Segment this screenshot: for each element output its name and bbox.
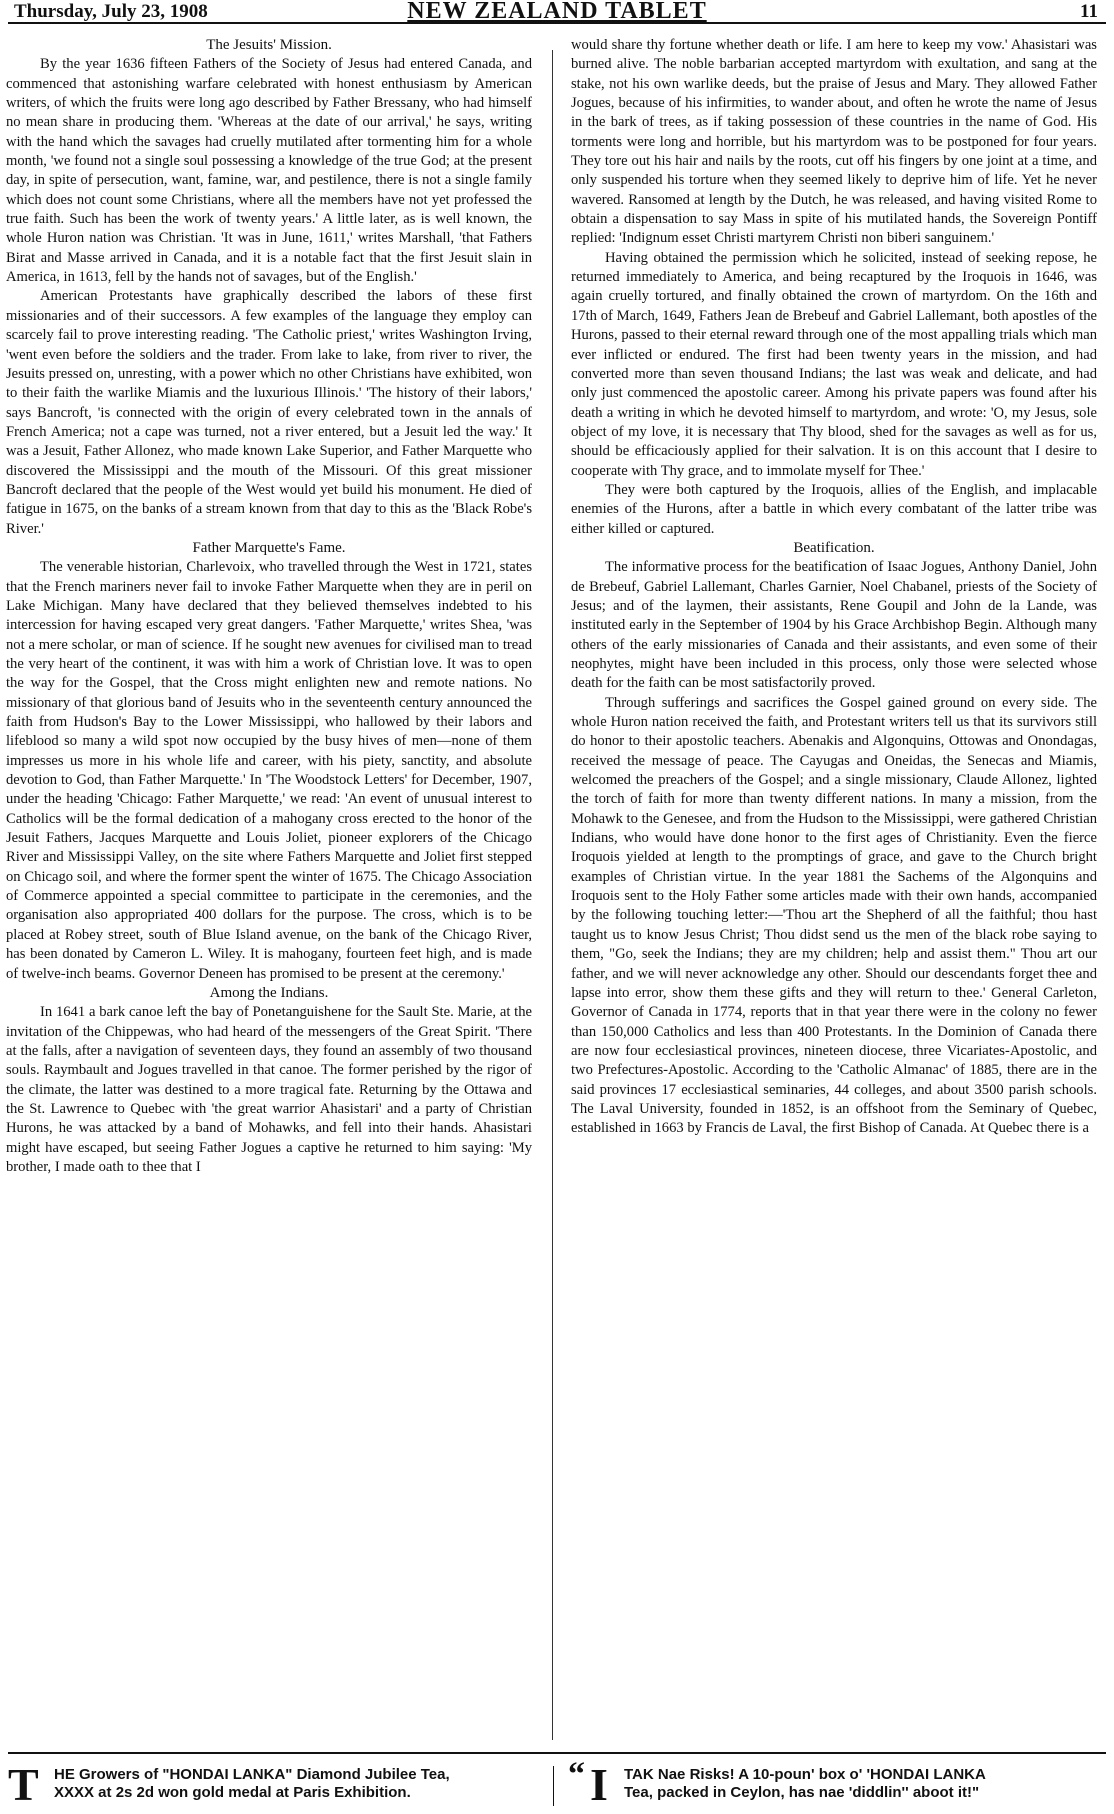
article-paragraph: The informative process for the beatification of Isaac Jogues, Anthony Daniel, John de Brebeuf, Gabriel Lallemant, Charles Garnier, Noel Chabanel, priests of the Society of Jesus; and of the laymen, their assistants, Rene Goupil and John de la Lande, was instituted early in the September of 1904 by his Grace Archbishop Begin. Although many others of the early missionaries of Canada and their assistants, and even some of their neophytes, might have been included in this process, only those were selected whose death for the faith can be most satisfactorily proved. bbox=[571, 559, 1097, 692]
advert-quote-mark: “ bbox=[568, 1756, 585, 1793]
advert-hondai-lanka-left bbox=[8, 1759, 536, 1810]
article-paragraph: By the year 1636 fifteen Fathers of the Society of Jesus had entered Canada, and commenced that astonishing warfare celebrated with honest enthusiasm by American writers, of which the fruits were long ago described by Father Bressany, who had himself no mean share in producing them. 'Whereas at the date of our arrival,' he says, writing with the hand which the savages had cruelly mutilated after tormenting him for a whole month, 'we found not a single soul possessing a knowledge of the true God; at the present day, in spite of persecution, want, famine, war, and pestilence, there is not a single family which does not count some Christians, where all the members have not yet professed the true faith. Such has been the work of twenty years.' A little later, as is well known, the whole Huron nation was Christian. 'It was in June, 1611,' writes Marshall, 'that Fathers Birat and Masse arrived in Canada, and it is a notable fact that the first Jesuit slain in America, in 1613, fell by the hands not of savages, but of the English.' bbox=[6, 56, 532, 286]
article-paragraph: In 1641 a bark canoe left the bay of Ponetanguishene for the Sault Ste. Marie, at the invitation of the Chippewas, who had heard of the messengers of the Great Spirit. 'There at the falls, after a navigation of seventeen days, they found an assembly of two thousand souls. Raymbault and Jogues travelled in that canoe. The former perished by the rigor of the climate, the latter was destined to a more tragical fate. Returning by the Ottawa and the St. Lawrence to Quebec with 'the great warrior Ahasistari' and a party of Christian Hurons, he was attacked by a band of Mohawks, and fell into their hands. Ahasistari might have escaped, but seeing Father Jogues a captive he returned to him saying: 'My brother, I made oath to thee that I bbox=[6, 1004, 532, 1175]
article-paragraph: Having obtained the permission which he solicited, instead of seeking repose, he returned immediately to America, and being recaptured by the Iroquois in 1646, was again cruelly tortured, and finally obtained the crown of martyrdom. On the 16th and 17th of March, 1649, Fathers Jean de Brebeuf and Gabriel Lallemant, both apostles of the Hurons, passed to their eternal reward through one of the most appalling trials which man ever inflicted or endured. The first had been twenty years in the mission, and had converted more than seven thousand Indians; the last was weak and delicate, and had only just commenced the apostolic career. Among his private papers was found after his death a writing in which he devoted himself to martyrdom, and wrote: 'O, my Jesus, sole object of my love, it is necessary that Thy blood, shed for the savages as well as for us, should be efficaciously applied for their salvation. It is on this account that I desire to cooperate with Thy grace, and to immolate myself for Thee.' bbox=[571, 249, 1097, 479]
section-heading: Among the Indians. bbox=[209, 984, 329, 1001]
section-heading: The Jesuits' Mission. bbox=[206, 37, 332, 53]
advert-line: Tea, packed in Ceylon, has nae 'diddlin'' aboot it!" bbox=[624, 1784, 980, 1801]
column-rule bbox=[552, 50, 553, 1740]
advert-footer bbox=[8, 1752, 1106, 1810]
right-column bbox=[571, 36, 1097, 1738]
left-column bbox=[6, 36, 532, 1738]
advert-dropcap: T bbox=[8, 1759, 39, 1810]
advert-text bbox=[54, 1766, 536, 1802]
section-heading: Beatification. bbox=[793, 539, 875, 556]
article-paragraph: Through sufferings and sacrifices the Gospel gained ground on every side. The whole Huron nation received the faith, and Protestant writers tell us that its survivors still do honor to their apostolic teachers. Abenakis and Algonquins, Ottowas and Onondagas, received the message of peace. The Cayugas and Oneidas, the Senecas and Miamis, welcomed the preachers of the Gospel; and a single missionary, Claude Allonez, lighted the torch of faith for more than twenty different nations. In many a mission, from the Mohawk to the Genesee, and from the Hudson to the Mississippi, were gathered Christian Indians, who would have done honor to the first ages of Christianity. Even the fierce Iroquois yielded at length to the promptings of grace, and gave to the Church bright examples of Christian virtue. In the year 1881 the Sachems of the Algonquins and Iroquois sent to the Holy Father some articles made with their own hands, accompanied by the following touching letter:—'Thou art the Shepherd of all the faithful; thou hast taught us to know Jesus Christ; Thou didst send us the men of the black robe saying to them, "Go, seek the Indians; they are my children; help and assist them." Thou art our father, and we will never acknowledge any other. Should our descendants forget thee and lapse into error, show them these gifts and they will return to thee.' General Carleton, Governor of Canada in 1774, reports that in that year there were in the colony no fewer than 150,000 Catholics and less than 400 Protestants. In the Dominion of Canada there are now four ecclesiastical provinces, nineteen diocese, three Vicariates-Apostolic, and two Prefectures-Apostolic. According to the 'Catholic Almanac' of 1885, there are in the said provinces 17 ecclesiastical seminaries, 44 colleges, and about 3500 parish schools. The Laval University, founded in 1852, is an offshoot from the Seminary of Quebec, established in 1663 by Francis de Laval, the first Bishop of Canada. At Quebec there is a bbox=[571, 694, 1097, 1137]
advert-dropcap: I bbox=[590, 1759, 608, 1810]
article-paragraph: The venerable historian, Charlevoix, who travelled through the West in 1721, states that the French mariners never fail to invoke Father Marquette when they are in peril on Lake Michigan. Many have declared that they believed themselves indebted to his intercession for having escaped very great dangers. 'Father Marquette,' writes Shea, 'was not a mere scholar, or man of science. If he sought new avenues for civilised man to tread the very heart of the continent, it was with him a work of Christian love. It was to open the way for the Gospel, that the Cross might enlighten new and remote nations. No missionary of that glorious band of Jesuits who in the seventeenth century announced the faith from Hudson's Bay to the Lower Mississippi, who hallowed by their labors and lifeblood so many a wild spot now occupied by the busy hives of men—none of them impresses us more in his whole life and career, with his piety, sanctity, and absolute devotion to God, than Father Marquette.' In 'The Woodstock Letters' for December, 1907, under the heading 'Chicago: Father Marquette,' we read: 'An event of unusual interest to Catholics will be the formal dedication of a mahogany cross erected to the honor of the Jesuit Fathers, Jacques Marquette and Louis Joliet, pioneer explorers of the Chicago River and Mississippi Valley, on the site where Fathers Marquette and Joliet first stepped on Chicago soil, and where the former spent the winter of 1675. The Chicago Association of Commerce appointed a special committee to participate in the ceremonies, and the organisation also appropriated 400 dollars for the purpose. The cross, which is to be placed at Robey street, south of Blue Island avenue, on the bank of the Chicago River, has been donated by Cameron L. Wiley. It is mahogany, fourteen feet high, and is made of twelve-inch beams. Governor Deneen has promised to be present at the ceremony.' bbox=[6, 559, 532, 982]
advert-line: TAK Nae Risks! A 10-poun' box o' 'HONDAI LANKA bbox=[624, 1766, 986, 1783]
advert-hondai-lanka-right bbox=[568, 1756, 1106, 1810]
page-number: 11 bbox=[1080, 1, 1098, 22]
masthead bbox=[8, 0, 1106, 24]
advert-divider bbox=[553, 1766, 554, 1806]
article-paragraph: They were both captured by the Iroquois, allies of the English, and implacable enemies of the Hurons, after a battle in which every combatant of the latter tribe was either killed or captured. bbox=[571, 481, 1097, 537]
newspaper-title: NEW ZEALAND TABLET bbox=[407, 0, 707, 24]
issue-date: Thursday, July 23, 1908 bbox=[14, 1, 208, 22]
advert-line: XXXX at 2s 2d won gold medal at Paris Exhibition. bbox=[54, 1784, 411, 1801]
article-paragraph: American Protestants have graphically described the labors of these first missionaries and of their successors. A few examples of the language they employ can scarcely fail to prove interesting reading. 'The Catholic priest,' writes Washington Irving, 'went even before the soldiers and the trader. From lake to lake, from river to river, the Jesuits pressed on, unresting, with a power which no other Christians have exhibited, won to their faith the warlike Miamis and the luxurious Illinois.' 'The history of their labors,' says Bancroft, 'is connected with the origin of every celebrated town in the annals of French America; not a cape was turned, not a river entered, but a Jesuit led the way.' It was a Jesuit, Father Allonez, who made known Lake Superior, and Father Marquette who discovered the Mississippi and the mouth of the Missouri. Of this great missioner Bancroft declared that the people of the West would yet build his monument. He died of fatigue in 1675, on the banks of a stream known from that day to this as the 'Black Robe's River.' bbox=[6, 288, 532, 537]
advert-line: HE Growers of "HONDAI LANKA" Diamond Jubilee Tea, bbox=[54, 1766, 450, 1783]
advert-text bbox=[624, 1766, 1106, 1802]
section-heading: Father Marquette's Fame. bbox=[192, 539, 346, 556]
article-paragraph-continued: would share thy fortune whether death or life. I am here to keep my vow.' Ahasistari was burned alive. The noble barbarian accepted martyrdom with exultation, and sang at the stake, not his own warlike deeds, but the praise of Jesus and Mary. They allowed Father Jogues, because of his infirmities, to wander about, and often he wrote the name of Jesus in the bark of trees, as if taking possession of these countries in the name of God. His torments were long and horrible, but his martyrdom was to be postponed for four years. They tore out his hair and nails by the roots, cut off his fingers by one joint at a time, and only suspended his torture when they seemed likely to deprive him of life. Yet he never wavered. Ransomed at length by the Dutch, he was released, and having visited Rome to obtain a dispensation to say Mass in spite of his mutilated hands, the Sovereign Pontiff replied: 'Indignum esset Christi martyrem Christi non biberi sanguinem.' bbox=[571, 37, 1097, 247]
